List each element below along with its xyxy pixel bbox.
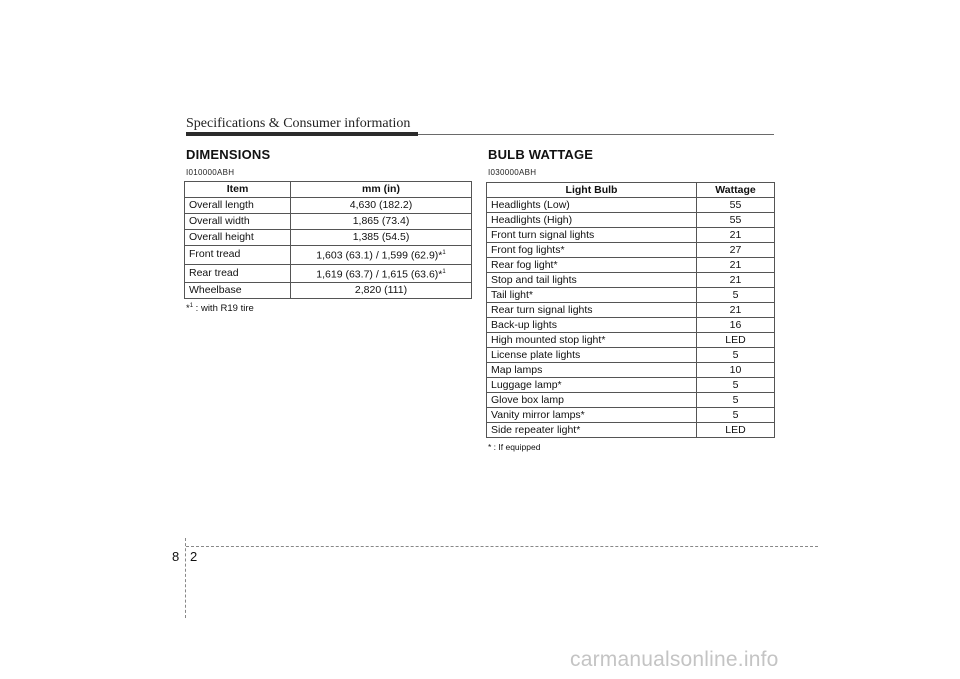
dimension-value-text: 1,603 (63.1) / 1,599 (62.9)*: [316, 249, 443, 262]
table-row: [487, 198, 775, 213]
bulb-name: Map lamps: [487, 363, 697, 378]
bulb-name: Stop and tail lights: [487, 273, 697, 288]
bulb-name: License plate lights: [487, 348, 697, 363]
dimension-value: [291, 283, 472, 299]
table-row: [185, 214, 472, 230]
bulb-name: Front turn signal lights: [487, 228, 697, 243]
column-header-wattage: Wattage: [697, 183, 775, 198]
table-row: [487, 363, 775, 378]
header-rule-thick: [186, 132, 418, 136]
bulb-wattage: 5: [697, 393, 775, 408]
section-header-title: Specifications & Consumer information: [186, 116, 411, 131]
dimension-value-text: 4,630 (182.2): [349, 199, 413, 211]
bulb-wattage-code: I030000ABH: [488, 168, 537, 177]
dimension-value: [291, 264, 472, 283]
footnote-mark: 1: [189, 303, 194, 309]
column-header-mm: mm (in): [291, 182, 472, 198]
table-row: [185, 198, 472, 214]
dimension-item: Overall length: [185, 198, 291, 214]
table-row: [185, 264, 472, 283]
watermark-text: carmanualsonline.info: [570, 648, 779, 671]
dimension-item: Rear tread: [185, 264, 291, 283]
bulb-name: Glove box lamp: [487, 393, 697, 408]
footer-rule: [186, 546, 818, 547]
bulb-name: Headlights (High): [487, 213, 697, 228]
bulb-name: Rear turn signal lights: [487, 303, 697, 318]
dimensions-footnote: [186, 303, 254, 314]
table-row: [185, 246, 472, 265]
dimension-value-text: 1,385 (54.5): [352, 231, 410, 243]
bulb-wattage: 16: [697, 318, 775, 333]
dimensions-code: I010000ABH: [186, 168, 235, 177]
dimension-value: [291, 230, 472, 246]
dimension-value: [291, 198, 472, 214]
table-row: [487, 288, 775, 303]
table-row: [487, 393, 775, 408]
table-row: [487, 258, 775, 273]
table-row: [487, 228, 775, 243]
bulb-name: Back-up lights: [487, 318, 697, 333]
column-header-light-bulb: Light Bulb: [487, 183, 697, 198]
table-header-row: [487, 183, 775, 198]
dimension-value: [291, 214, 472, 230]
bulb-wattage-table: [486, 182, 775, 438]
bulb-footnote: * : If equipped: [488, 442, 541, 452]
dimensions-title: DIMENSIONS: [186, 147, 271, 162]
bulb-name: Rear fog light*: [487, 258, 697, 273]
dimension-value-text: 1,619 (63.7) / 1,615 (63.6)*: [316, 268, 443, 280]
dimension-item: Overall height: [185, 230, 291, 246]
table-row: [487, 213, 775, 228]
bulb-name: Luggage lamp*: [487, 378, 697, 393]
table-row: [487, 408, 775, 423]
bulb-wattage: 5: [697, 378, 775, 393]
bulb-name: Vanity mirror lamps*: [487, 408, 697, 423]
bulb-wattage: 55: [697, 213, 775, 228]
table-row: [487, 333, 775, 348]
bulb-wattage: 5: [697, 408, 775, 423]
bulb-name: High mounted stop light*: [487, 333, 697, 348]
dimension-item: Overall width: [185, 214, 291, 230]
table-row: [487, 243, 775, 258]
bulb-wattage: 21: [697, 228, 775, 243]
bulb-name: Front fog lights*: [487, 243, 697, 258]
column-header-item: Item: [185, 182, 291, 198]
bulb-wattage: 27: [697, 243, 775, 258]
bulb-wattage: 21: [697, 273, 775, 288]
footnote-text: : with R19 tire: [193, 303, 254, 315]
bulb-wattage: 5: [697, 288, 775, 303]
dimension-item: Wheelbase: [185, 283, 291, 299]
bulb-wattage: 21: [697, 258, 775, 273]
bulb-name: Tail light*: [487, 288, 697, 303]
bulb-wattage: 5: [697, 348, 775, 363]
dimension-item: Front tread: [185, 246, 291, 265]
table-row: [487, 303, 775, 318]
footnote-mark: 1: [442, 268, 446, 275]
footer-divider: [185, 538, 186, 618]
bulb-name: Headlights (Low): [487, 198, 697, 213]
footnote-mark: 1: [442, 250, 446, 256]
bulb-name: Side repeater light*: [487, 423, 697, 438]
dimension-value: [291, 246, 472, 265]
bulb-wattage: 55: [697, 198, 775, 213]
table-header-row: [185, 182, 472, 198]
dimension-value-text: 2,820 (111): [354, 284, 408, 296]
page-number: 2: [190, 549, 198, 564]
bulb-wattage: LED: [697, 333, 775, 348]
bulb-wattage: 10: [697, 363, 775, 378]
table-row: [487, 273, 775, 288]
table-row: [185, 230, 472, 246]
bulb-wattage: LED: [697, 423, 775, 438]
table-row: [487, 318, 775, 333]
dimension-value-text: 1,865 (73.4): [352, 215, 410, 227]
chapter-number: 8: [172, 549, 180, 564]
header-rule-thin: [418, 134, 774, 135]
table-row: [487, 378, 775, 393]
bulb-wattage: 21: [697, 303, 775, 318]
footnote-star: *: [186, 303, 190, 315]
table-row: [185, 283, 472, 299]
bulb-wattage-title: BULB WATTAGE: [488, 147, 594, 162]
dimensions-table: [184, 181, 472, 299]
table-row: [487, 348, 775, 363]
table-row: [487, 423, 775, 438]
